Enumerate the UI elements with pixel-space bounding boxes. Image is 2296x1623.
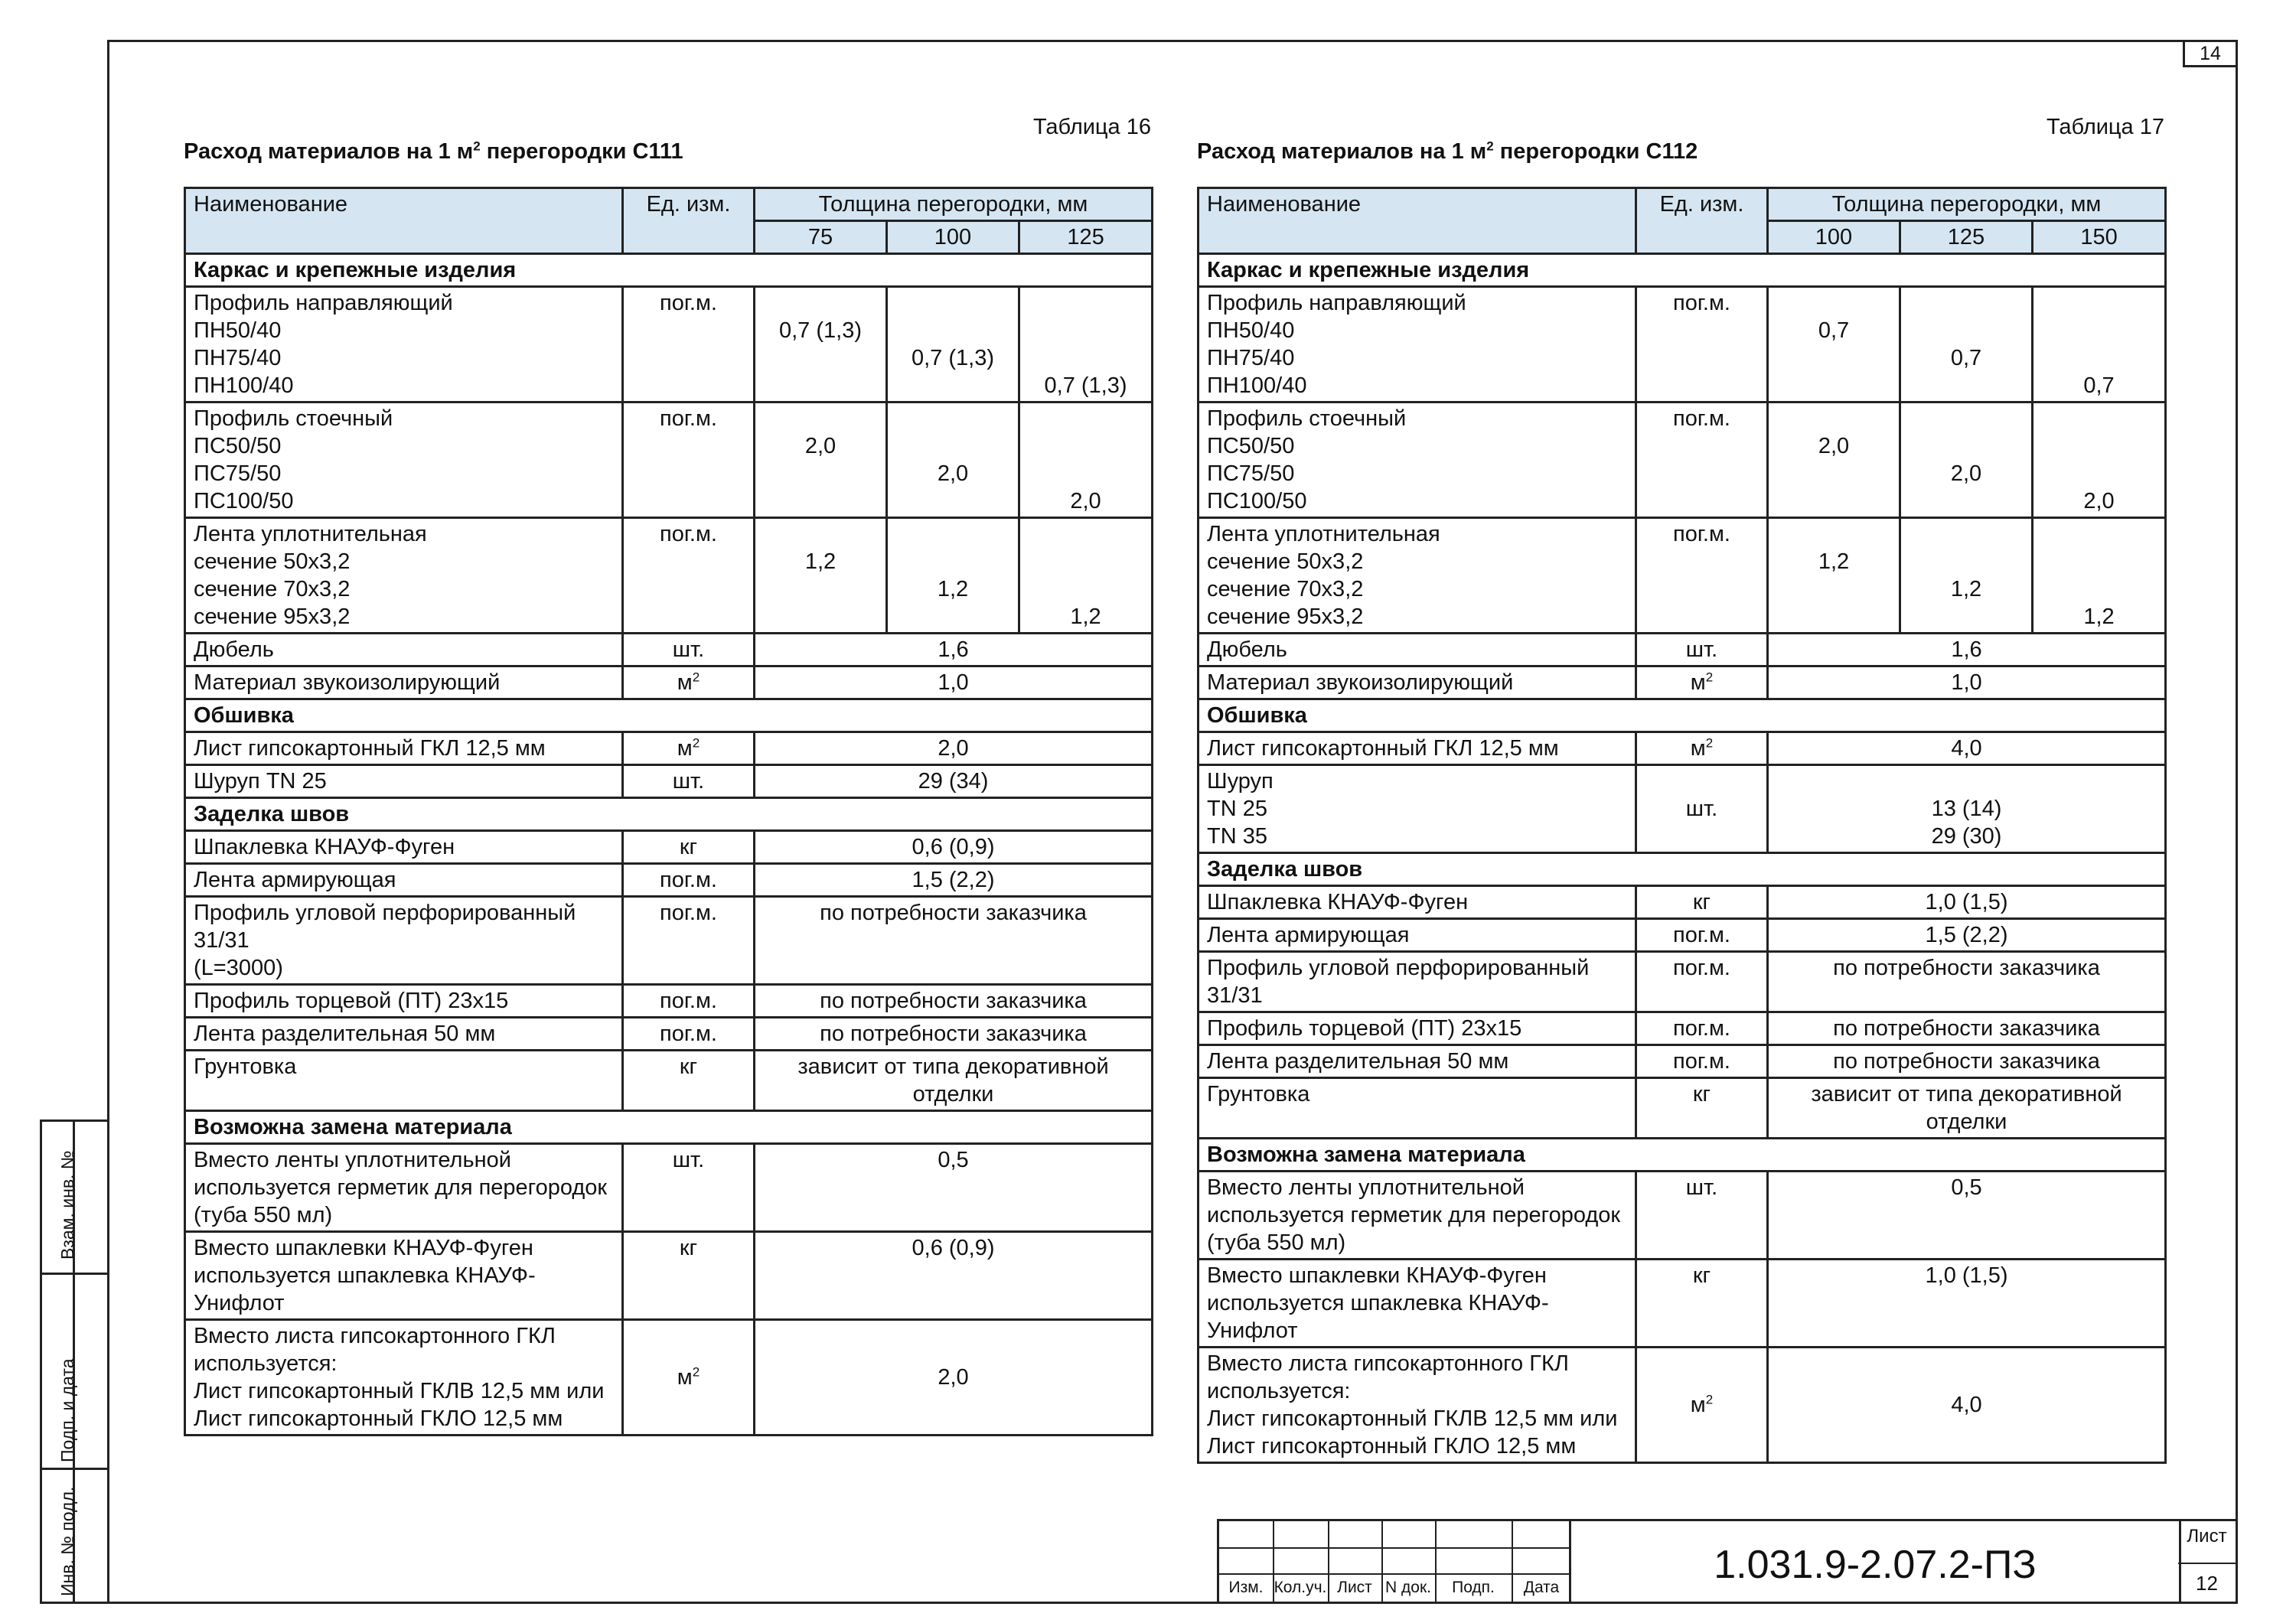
section-row (185, 254, 1153, 287)
side-label-podp: Подп. и дата (57, 1358, 77, 1462)
item-value: зависит от типа декоративной отделки (1768, 1078, 2166, 1139)
table-row (185, 402, 1153, 518)
item-value: по потребности заказчика (755, 985, 1153, 1018)
item-value: 13 (14) 29 (30) (1768, 765, 2166, 853)
table-17-block (1197, 115, 2164, 1458)
item-name: Материал звукоизолирующий (1199, 666, 1636, 699)
item-value: 1,0 (1768, 666, 2166, 699)
header-row (185, 188, 1153, 221)
item-name: Профиль направляющий ПН50/40 ПН75/40 ПН100/40 (185, 287, 623, 402)
item-value: 1,2 (887, 518, 1019, 634)
side-row-inv (42, 1470, 109, 1606)
item-value: 1,0 (1,5) (1768, 886, 2166, 919)
section-title: Обшивка (185, 699, 1153, 732)
item-value: по потребности заказчика (755, 1018, 1153, 1051)
table-row (185, 864, 1153, 897)
item-unit: пог.м. (1636, 402, 1768, 518)
side-row-podp (42, 1275, 109, 1470)
table-row (1199, 1045, 2166, 1078)
item-unit: пог.м. (623, 985, 755, 1018)
table-row (185, 287, 1153, 402)
section-row (185, 699, 1153, 732)
section-title: Обшивка (1199, 699, 2166, 732)
item-value: 1,6 (1768, 634, 2166, 666)
item-value: по потребности заказчика (1768, 952, 2166, 1012)
table-row (1199, 732, 2166, 765)
table-row (185, 518, 1153, 634)
item-name: Лист гипсокартонный ГКЛ 12,5 мм (1199, 732, 1636, 765)
table-row (1199, 518, 2166, 634)
table-row (185, 1144, 1153, 1232)
table-row (1199, 287, 2166, 402)
side-label-vzam: Взам. инв. № (57, 1150, 77, 1260)
item-unit: кг (623, 831, 755, 864)
item-unit: пог.м. (623, 897, 755, 985)
thickness-2: 125 (1900, 221, 2033, 254)
item-name: Дюбель (185, 634, 623, 666)
table-row (185, 634, 1153, 666)
item-value: 2,0 (755, 1320, 1153, 1436)
stamp-col-label: Подп. (1452, 1579, 1495, 1596)
item-unit: $м^2$ (623, 666, 755, 699)
item-name: Дюбель (1199, 634, 1636, 666)
item-value: 0,6 (0,9) (755, 1232, 1153, 1320)
thickness-1: 100 (1768, 221, 1900, 254)
item-name: Профиль торцевой (ПТ) 23х15 (185, 985, 623, 1018)
item-unit: пог.м. (1636, 919, 1768, 952)
item-name: Лента разделительная 50 мм (1199, 1045, 1636, 1078)
item-value: 2,0 (1768, 402, 1900, 518)
item-unit: пог.м. (623, 864, 755, 897)
item-unit: кг (1636, 886, 1768, 919)
item-value: 2,0 (755, 732, 1153, 765)
thickness-3: 150 (2033, 221, 2166, 254)
section-row (1199, 699, 2166, 732)
item-unit: шт. (623, 634, 755, 666)
item-value: 4,0 (1768, 1348, 2166, 1463)
table-title: Расход материалов на 1 $м^2$ перегородки С111 (184, 139, 683, 164)
section-title: Каркас и крепежные изделия (1199, 254, 2166, 287)
item-unit: кг (1636, 1078, 1768, 1139)
item-unit: шт. (623, 1144, 755, 1232)
item-unit: пог.м. (1636, 287, 1768, 402)
section-row (1199, 853, 2166, 886)
item-unit: $м^2$ (1636, 1348, 1768, 1463)
corner-page-number: 14 (2183, 40, 2238, 67)
item-value: 1,5 (2,2) (755, 864, 1153, 897)
item-name: Вместо листа гипсокартонного ГКЛ используется: Лист гипсокартонный ГКЛВ 12,5 мм или Лист гипсокартонный ГКЛО 12,5 мм (1199, 1348, 1636, 1463)
table-row (1199, 952, 2166, 1012)
item-value: 4,0 (1768, 732, 2166, 765)
section-title: Заделка швов (185, 798, 1153, 831)
item-name: Профиль направляющий ПН50/40 ПН75/40 ПН100/40 (1199, 287, 1636, 402)
table-16-block (184, 115, 1151, 1431)
table-row (185, 831, 1153, 864)
section-row (185, 1111, 1153, 1144)
title-block (1217, 1519, 2238, 1604)
stamp-col-label: N док. (1385, 1579, 1431, 1596)
item-value: 2,0 (2033, 402, 2166, 518)
item-value: 1,0 (755, 666, 1153, 699)
side-row-vzam (42, 1122, 109, 1275)
item-name: Лист гипсокартонный ГКЛ 12,5 мм (185, 732, 623, 765)
table-row (1199, 1260, 2166, 1348)
header-row (1199, 188, 2166, 221)
section-title: Заделка швов (1199, 853, 2166, 886)
item-value: 1,5 (2,2) (1768, 919, 2166, 952)
item-name: Вместо ленты уплотнительной используется герметик для перегородок (туба 550 мл) (1199, 1172, 1636, 1260)
item-name: Лента армирующая (185, 864, 623, 897)
item-unit: шт. (1636, 634, 1768, 666)
item-value: 0,5 (755, 1144, 1153, 1232)
header-unit: Ед. изм. (1636, 188, 1768, 254)
item-name: Шпаклевка КНАУФ-Фуген (185, 831, 623, 864)
item-unit: $м^2$ (1636, 732, 1768, 765)
materials-table (184, 187, 1153, 1436)
table-row (1199, 886, 2166, 919)
item-value: 0,7 (1900, 287, 2033, 402)
item-name: Лента разделительная 50 мм (185, 1018, 623, 1051)
item-unit: кг (1636, 1260, 1768, 1348)
table-row (185, 1320, 1153, 1436)
sheet-box (2178, 1519, 2238, 1604)
materials-table (1197, 187, 2167, 1464)
item-value: 0,5 (1768, 1172, 2166, 1260)
table-row (1199, 1172, 2166, 1260)
item-unit: $м^2$ (623, 732, 755, 765)
section-title: Возможна замена материала (1199, 1139, 2166, 1172)
side-strip (40, 1119, 107, 1604)
item-name: Грунтовка (185, 1051, 623, 1111)
table-row (1199, 919, 2166, 952)
header-thickness: Толщина перегородки, мм (755, 188, 1153, 221)
item-unit: шт. (1636, 1172, 1768, 1260)
item-name: Профиль угловой перфорированный 31/31 (1199, 952, 1636, 1012)
table-title: Расход материалов на 1 $м^2$ перегородки С112 (1197, 139, 1698, 164)
item-unit: кг (623, 1051, 755, 1111)
table-row (1199, 1012, 2166, 1045)
table-row (185, 732, 1153, 765)
item-name: Грунтовка (1199, 1078, 1636, 1139)
table-row (185, 897, 1153, 985)
document-code: 1.031.9-2.07.2-ПЗ (1569, 1519, 2181, 1604)
item-name: Материал звукоизолирующий (185, 666, 623, 699)
item-name: Шпаклевка КНАУФ-Фуген (1199, 886, 1636, 919)
thickness-2: 100 (887, 221, 1019, 254)
item-name: Профиль угловой перфорированный 31/31 (L=3000) (185, 897, 623, 985)
item-value: 2,0 (1019, 402, 1153, 518)
item-name: Лента уплотнительная сечение 50х3,2 сечение 70х3,2 сечение 95х3,2 (185, 518, 623, 634)
item-unit: пог.м. (623, 518, 755, 634)
item-value: 0,7 (2033, 287, 2166, 402)
item-name: Лента армирующая (1199, 919, 1636, 952)
item-unit: кг (623, 1232, 755, 1320)
item-name: Профиль стоечный ПС50/50 ПС75/50 ПС100/50 (185, 402, 623, 518)
item-unit: $м^2$ (623, 1320, 755, 1436)
item-value: зависит от типа декоративной отделки (755, 1051, 1153, 1111)
revision-grid (1217, 1519, 1569, 1604)
stamp-col-label: Кол.уч. (1274, 1579, 1327, 1596)
item-value: по потребности заказчика (755, 897, 1153, 985)
item-name: Вместо шпаклевки КНАУФ-Фуген используется шпаклевка КНАУФ-Унифлот (185, 1232, 623, 1320)
side-label-inv: Инв. № подл. (57, 1486, 77, 1596)
table-row (185, 1232, 1153, 1320)
item-value: 0,7 (1,3) (1019, 287, 1153, 402)
section-title: Каркас и крепежные изделия (185, 254, 1153, 287)
sheet-number: 12 (2178, 1563, 2236, 1595)
item-name: Профиль стоечный ПС50/50 ПС75/50 ПС100/50 (1199, 402, 1636, 518)
item-name: Вместо листа гипсокартонного ГКЛ используется: Лист гипсокартонный ГКЛВ 12,5 мм или Лист гипсокартонный ГКЛО 12,5 мм (185, 1320, 623, 1436)
item-unit: пог.м. (623, 402, 755, 518)
item-name: Вместо шпаклевки КНАУФ-Фуген используется шпаклевка КНАУФ-Унифлот (1199, 1260, 1636, 1348)
item-value: 1,2 (1019, 518, 1153, 634)
section-row (185, 798, 1153, 831)
item-value: 2,0 (755, 402, 887, 518)
item-unit: пог.м. (623, 1018, 755, 1051)
section-row (1199, 1139, 2166, 1172)
item-value: 1,2 (1900, 518, 2033, 634)
item-name: Шуруп TN 25 (185, 765, 623, 798)
header-thickness: Толщина перегородки, мм (1768, 188, 2166, 221)
item-value: 0,6 (0,9) (755, 831, 1153, 864)
table-row (185, 1051, 1153, 1111)
item-unit: $м^2$ (1636, 666, 1768, 699)
item-value: 1,2 (755, 518, 887, 634)
item-unit: шт. (1636, 765, 1768, 853)
item-value: 29 (34) (755, 765, 1153, 798)
header-name: Наименование (1199, 188, 1636, 254)
item-name: Профиль торцевой (ПТ) 23х15 (1199, 1012, 1636, 1045)
item-unit: шт. (623, 765, 755, 798)
item-value: 0,7 (1768, 287, 1900, 402)
header-name: Наименование (185, 188, 623, 254)
table-row (1199, 402, 2166, 518)
table-row (185, 666, 1153, 699)
item-name: Вместо ленты уплотнительной используется герметик для перегородок (туба 550 мл) (185, 1144, 623, 1232)
item-value: по потребности заказчика (1768, 1012, 2166, 1045)
table-row (185, 985, 1153, 1018)
stamp-col-label: Дата (1523, 1579, 1560, 1596)
item-unit: пог.м. (1636, 1012, 1768, 1045)
table-row (1199, 666, 2166, 699)
item-value: 0,7 (1,3) (755, 287, 887, 402)
table-row (185, 1018, 1153, 1051)
item-unit: пог.м. (623, 287, 755, 402)
stamp-col-label: Изм. (1228, 1579, 1264, 1596)
item-value: 1,2 (1768, 518, 1900, 634)
table-row (185, 765, 1153, 798)
table-row (1199, 1348, 2166, 1463)
thickness-3: 125 (1019, 221, 1153, 254)
item-unit: пог.м. (1636, 518, 1768, 634)
item-name: Шуруп TN 25 TN 35 (1199, 765, 1636, 853)
item-value: 2,0 (1900, 402, 2033, 518)
table-row (1199, 634, 2166, 666)
item-value: 0,7 (1,3) (887, 287, 1019, 402)
item-value: 1,0 (1,5) (1768, 1260, 2166, 1348)
item-value: 1,2 (2033, 518, 2166, 634)
item-value: 1,6 (755, 634, 1153, 666)
item-unit: пог.м. (1636, 1045, 1768, 1078)
table-caption: Таблица 17 (2046, 115, 2164, 139)
item-name: Лента уплотнительная сечение 50х3,2 сечение 70х3,2 сечение 95х3,2 (1199, 518, 1636, 634)
header-unit: Ед. изм. (623, 188, 755, 254)
table-caption: Таблица 16 (1032, 115, 1151, 139)
item-value: по потребности заказчика (1768, 1045, 2166, 1078)
sheet-label: Лист (2187, 1526, 2227, 1546)
table-row (1199, 765, 2166, 853)
stamp-col-label: Лист (1337, 1579, 1372, 1596)
section-title: Возможна замена материала (185, 1111, 1153, 1144)
table-row (1199, 1078, 2166, 1139)
thickness-1: 75 (755, 221, 887, 254)
item-unit: пог.м. (1636, 952, 1768, 1012)
section-row (1199, 254, 2166, 287)
item-value: 2,0 (887, 402, 1019, 518)
